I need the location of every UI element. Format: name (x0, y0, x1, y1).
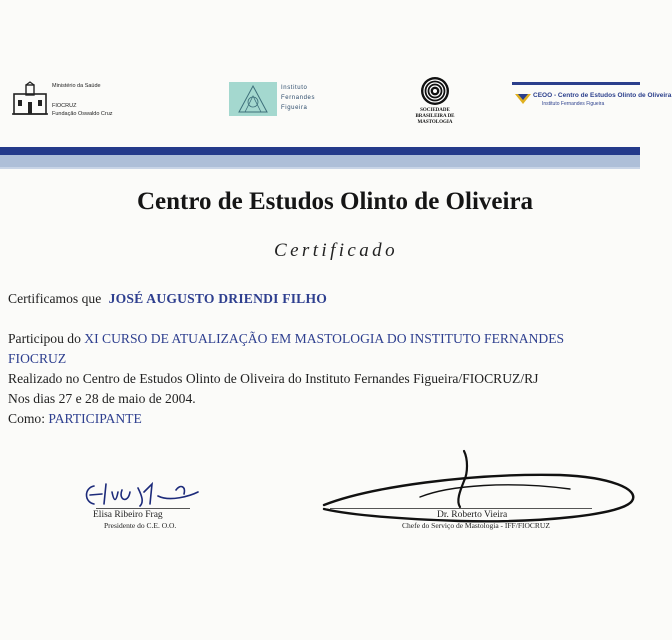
center-emblem-icon (515, 92, 531, 106)
location-line: Realizado no Centro de Estudos Olinto de Oliveira do Instituto Fernandes Figueira/FIOCRUZ/RJ (8, 371, 539, 386)
ministry-logo (12, 80, 132, 122)
signer-right-role: Chefe do Serviço de Mastologia - IFF/FIOCRUZ (402, 521, 550, 530)
signature-rule-left (96, 508, 190, 509)
institute-line2: Fernandes (281, 95, 316, 101)
certificate-title: Centro de Estudos Olinto de Oliveira (136, 188, 534, 215)
society-line1: SOCIEDADE (420, 108, 450, 113)
signer-right-name: Dr. Roberto Vieira (437, 510, 508, 520)
institute-line1: Instituto (281, 85, 308, 91)
society-line2: BRASILEIRA DE (415, 114, 455, 119)
society-line3: MASTOLOGIA (417, 120, 453, 125)
header-band-rule (0, 167, 640, 169)
foundation-name: Fundação Oswaldo Cruz (52, 111, 113, 117)
dates-line: Nos dias 27 e 28 de maio de 2004. (8, 391, 196, 406)
certify-label: Certificamos que (8, 291, 102, 306)
recipient-name: JOSÉ AUGUSTO DRIENDI FILHO (108, 291, 328, 306)
certificate-subtitle: Certificado (274, 240, 398, 261)
center-logo (512, 82, 672, 116)
institute-line3: Figueira (281, 105, 308, 111)
ministry-name: Ministério da Saúde (52, 83, 101, 89)
course-line (8, 331, 564, 347)
signature-rule-right (330, 508, 592, 509)
institute-logo (229, 80, 319, 118)
header-band-dark (0, 147, 640, 155)
signer-left-role: Presidente do C.E. O.O. (104, 521, 177, 530)
signer-left-name: Elisa Ribeiro Frag (93, 510, 163, 520)
center-logo-sub: Instituto Fernandes Figueira (542, 101, 605, 107)
role-value: PARTICIPANTE (48, 411, 142, 426)
participated-label: Participou do (8, 331, 81, 346)
role-line (8, 411, 142, 427)
course-name-continued: FIOCRUZ (8, 351, 67, 366)
center-logo-name: CEOO - Centro de Estudos Olinto de Oliveira (533, 92, 672, 99)
course-name: XI CURSO DE ATUALIZAÇÃO EM MASTOLOGIA DO INSTITUTO FERNANDES (84, 331, 565, 346)
society-logo (405, 76, 465, 132)
church-building-icon (12, 82, 48, 116)
role-label: Como: (8, 411, 46, 426)
header-band-light (0, 155, 640, 167)
signature-scribble-right (310, 445, 640, 545)
spiral-emblem-icon (420, 76, 450, 106)
certify-line (8, 291, 327, 307)
institute-emblem-icon (229, 82, 277, 116)
fiocruz-label: FIOCRUZ (52, 103, 77, 109)
